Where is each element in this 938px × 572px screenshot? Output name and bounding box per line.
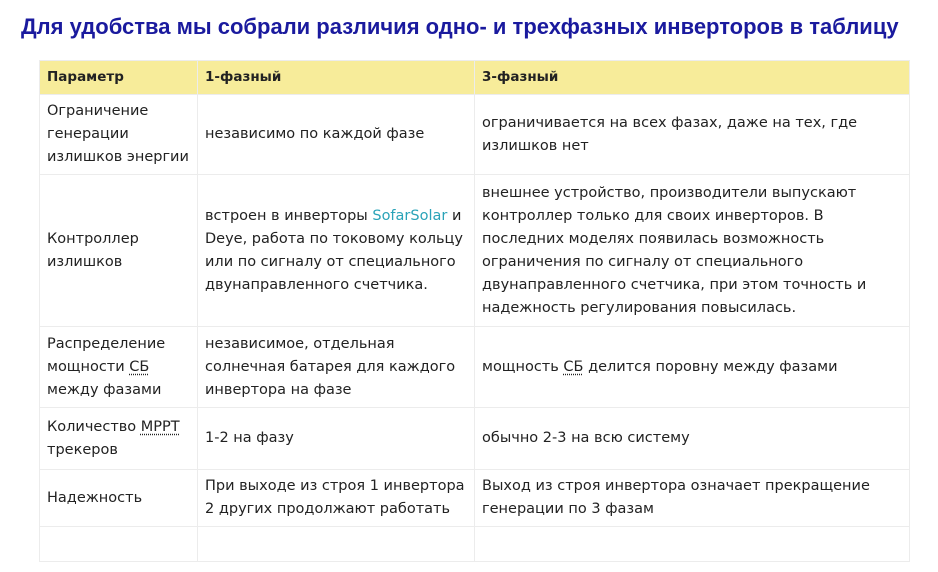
param-cell: Контроллер излишков [40, 175, 198, 327]
three-phase-cell: внешнее устройство, производители выпускают контроллер только для своих инверторов. В последних моделях появилась возможность ограничения по сигналу от специального двунаправленного счетчика, при этом точность и надежность регулирования повысилась. [475, 175, 910, 327]
param-cell [40, 327, 198, 408]
param-cell: Ограничение генерации излишков энергии [40, 95, 198, 175]
cell-text: мощность [482, 358, 564, 375]
three-phase-cell: Выход из строя инвертора означает прекращение генерации по 3 фазам [475, 470, 910, 527]
single-phase-cell: 1-2 на фазу [198, 408, 475, 470]
single-phase-cell [198, 175, 475, 327]
cell-text: трекеров [47, 441, 118, 458]
empty-cell [475, 527, 910, 562]
table-row-empty [40, 527, 910, 562]
single-phase-cell: независимо по каждой фазе [198, 95, 475, 175]
three-phase-cell [475, 327, 910, 408]
sofarsolar-link[interactable]: SofarSolar [372, 207, 448, 224]
abbr-mppt[interactable]: MPPT [140, 418, 180, 435]
cell-text: и Deye, работа по токовому кольцу или по сигналу от специального двунаправленного счетчика. [205, 207, 463, 293]
table-row [40, 327, 910, 408]
cell-text: встроен в инверторы [205, 207, 373, 224]
cell-text: между фазами [47, 381, 162, 398]
three-phase-cell: ограничивается на всех фазах, даже на тех, где излишков нет [475, 95, 910, 175]
empty-cell [198, 527, 475, 562]
empty-cell [40, 527, 198, 562]
cell-text: делится поровну между фазами [583, 358, 838, 375]
page-title: Для удобства мы собрали различия одно- и трехфазных инверторов в таблицу [21, 14, 899, 39]
comparison-table [39, 60, 910, 562]
header-parameter: Параметр [40, 61, 198, 95]
abbr-sb[interactable]: СБ [129, 358, 150, 375]
param-cell [40, 408, 198, 470]
abbr-sb[interactable]: СБ [563, 358, 584, 375]
table-row [40, 95, 910, 175]
single-phase-cell: При выходе из строя 1 инвертора 2 других продолжают работать [198, 470, 475, 527]
cell-text: Распределение мощности [47, 335, 166, 375]
table-header-row [40, 61, 910, 95]
header-three-phase: 3-фазный [475, 61, 910, 95]
three-phase-cell: обычно 2-3 на всю систему [475, 408, 910, 470]
header-single-phase: 1-фазный [198, 61, 475, 95]
table-row [40, 470, 910, 527]
cell-text: Количество [47, 418, 141, 435]
table-row [40, 408, 910, 470]
single-phase-cell: независимое, отдельная солнечная батарея для каждого инвертора на фазе [198, 327, 475, 408]
param-cell: Надежность [40, 470, 198, 527]
table-row [40, 175, 910, 327]
